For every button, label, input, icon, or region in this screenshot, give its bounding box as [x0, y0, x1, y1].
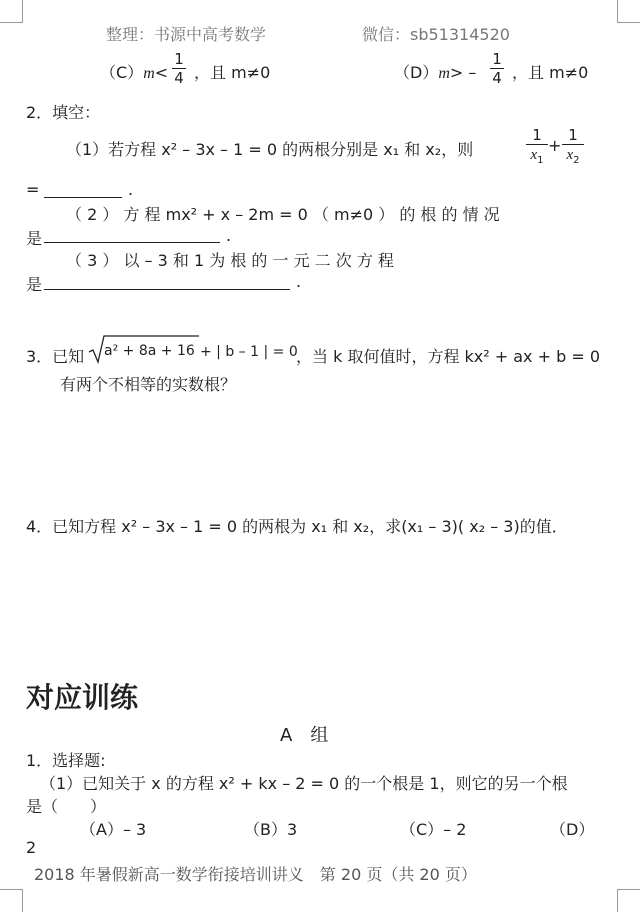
- option-d-fraction: [490, 50, 504, 87]
- practice-subquestion-1-cont: 是（ ）: [26, 797, 107, 816]
- q2-fraction-1-denominator: $x_1$: [526, 144, 548, 166]
- choice-d[interactable]: （D）: [550, 820, 595, 839]
- q2-part1-fraction-1: [526, 126, 548, 166]
- option-c-tail: ，且 m≠0: [194, 63, 271, 82]
- q3-radicand: a² + 8a + 16: [104, 343, 195, 359]
- option-c-fraction: [172, 50, 186, 87]
- corner-mark-bottom-left: [0, 889, 23, 912]
- option-c-numerator: 1: [174, 50, 184, 68]
- section-title: 对应训练: [26, 681, 139, 714]
- corner-mark-top-right: [617, 0, 640, 23]
- question-4: 4．已知方程 x² – 3x – 1 = 0 的两根为 x₁ 和 x₂，求(x₁ – 3)( x₂ – 3)的值．: [26, 517, 568, 536]
- q2-part2-period: .: [226, 226, 232, 245]
- option-c: [100, 60, 168, 83]
- q2-part1-fraction-2: [562, 126, 584, 166]
- question-3-tail: ，当 k 取何值时，方程 kx² + ax + b = 0: [296, 347, 601, 366]
- option-d-var: m: [438, 65, 450, 82]
- corner-mark-top-left: [0, 0, 23, 23]
- option-d-numerator: 1: [492, 50, 502, 68]
- option-d-rel: > –: [449, 63, 477, 82]
- option-d-label: （D）: [394, 63, 439, 82]
- q3-absolute-value: + | b – 1 | = 0: [200, 344, 298, 360]
- option-d-tail: ，且 m≠0: [512, 63, 589, 82]
- q2-fraction-2-numerator: 1: [568, 126, 578, 144]
- corner-mark-bottom-right: [617, 889, 640, 912]
- q2-fraction-2-denominator: $x_2$: [562, 144, 584, 166]
- q2-part3-is: 是: [26, 275, 43, 294]
- q2-part2-text: （ 2 ） 方 程 mx² + x – 2m = 0 （ m≠0 ） 的 根 的 情 况: [66, 205, 500, 224]
- option-d: [394, 60, 476, 83]
- q2-part3-answer-blank[interactable]: [44, 289, 290, 290]
- choice-a[interactable]: （A）– 3: [80, 820, 147, 839]
- option-c-label: （C）: [100, 63, 144, 82]
- page-footer: 2018 年暑假新高一数学衔接培训讲义 第 20 页（共 20 页）: [34, 865, 477, 884]
- q2-part1-equals: =: [26, 180, 40, 199]
- practice-item-1: 1．选择题:: [26, 751, 106, 770]
- option-d-denominator: 4: [490, 68, 504, 87]
- q2-part3-period: .: [296, 272, 302, 291]
- option-c-denominator: 4: [172, 68, 186, 87]
- q2-part2-is: 是: [26, 229, 43, 248]
- q2-part2-answer-blank[interactable]: [44, 242, 220, 243]
- header-author: 整理：书源中高考数学: [106, 25, 267, 44]
- option-c-rel: <: [154, 63, 169, 82]
- choice-c[interactable]: （C）– 2: [400, 820, 467, 839]
- q2-part3-text: （ 3 ） 以 – 3 和 1 为 根 的 一 元 二 次 方 程: [66, 251, 394, 270]
- option-c-var: m: [143, 65, 155, 82]
- header-wechat: 微信：sb51314520: [362, 25, 510, 44]
- q2-fraction-1-numerator: 1: [532, 126, 542, 144]
- practice-subquestion-1: （1）已知关于 x 的方程 x² + kx – 2 = 0 的一个根是 1，则它的另一个根: [40, 774, 568, 793]
- question-3-lead: 3．已知: [26, 347, 85, 366]
- q2-part1-plus: +: [548, 136, 562, 155]
- q2-part1-period: .: [128, 180, 134, 199]
- q2-part1-text: （1）若方程 x² – 3x – 1 = 0 的两根分别是 x₁ 和 x₂，则: [66, 140, 474, 159]
- choice-b[interactable]: （B）3: [244, 820, 298, 839]
- group-heading: A 组: [280, 725, 329, 746]
- choice-d-continuation: 2: [26, 838, 37, 857]
- question-3-line-2: 有两个不相等的实数根？: [60, 375, 237, 394]
- question-2-title: 2．填空：: [26, 103, 101, 122]
- q2-part1-answer-blank[interactable]: [44, 197, 122, 198]
